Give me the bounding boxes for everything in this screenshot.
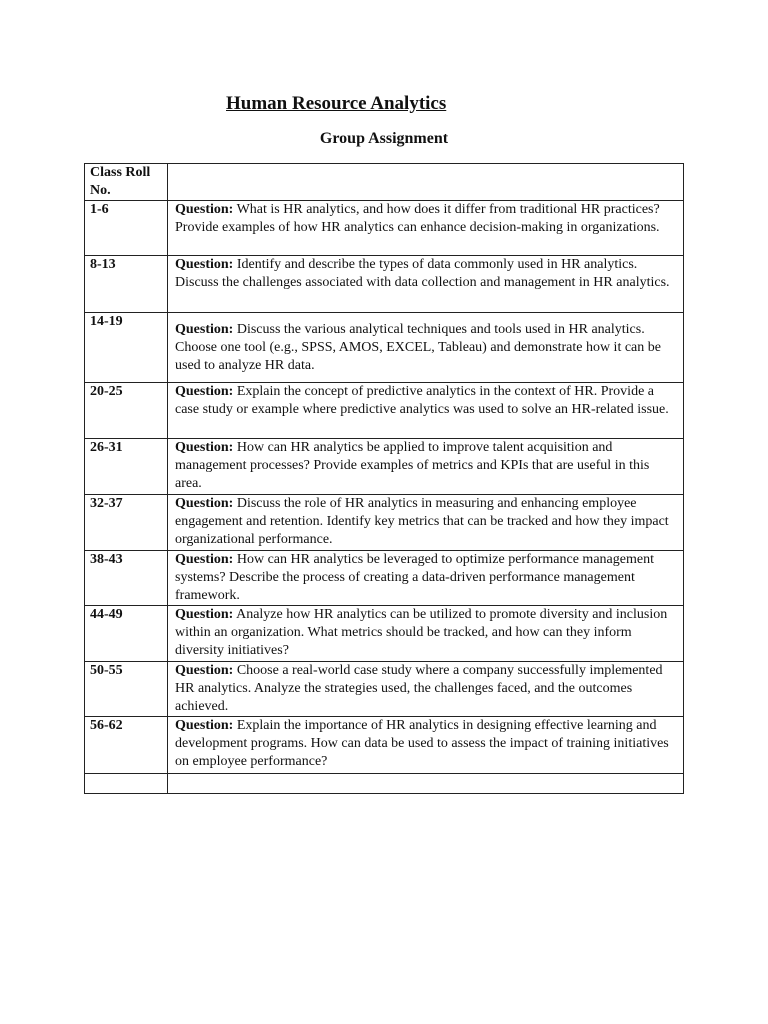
table-row <box>85 662 684 717</box>
roll-number-cell: 44-49 <box>85 606 168 662</box>
table-row <box>85 495 684 551</box>
question-text: How can HR analytics be leveraged to optimize performance management systems? Describe the process of creating a data-driven performance management framework. <box>175 552 654 603</box>
question-cell <box>168 313 684 383</box>
table-row <box>85 313 684 383</box>
table-row <box>85 201 684 256</box>
question-label: Question: <box>175 552 234 567</box>
question-label: Question: <box>175 257 234 272</box>
question-text: Explain the concept of predictive analytics in the context of HR. Provide a case study or example where predictive analytics was used to solve an HR-related issue. <box>175 384 669 417</box>
question-cell <box>168 717 684 774</box>
roll-number-cell: 38-43 <box>85 551 168 606</box>
question-label: Question: <box>175 718 234 733</box>
question-label: Question: <box>175 322 234 337</box>
question-text: How can HR analytics be applied to improve talent acquisition and management processes? Provide examples of metrics and KPIs that are useful in this area. <box>175 440 650 491</box>
question-text: Discuss the various analytical techniques and tools used in HR analytics. Choose one tool (e.g., SPSS, AMOS, EXCEL, Tableau) and demonstrate how it can be used to analyze HR data. <box>175 322 661 373</box>
document-subtitle: Group Assignment <box>319 130 449 147</box>
table-row <box>85 551 684 606</box>
table-row <box>85 256 684 313</box>
table-row <box>85 383 684 439</box>
question-cell <box>168 495 684 551</box>
empty-roll-cell <box>85 774 168 794</box>
empty-table-row <box>85 774 684 794</box>
question-cell <box>168 662 684 717</box>
roll-number-cell: 20-25 <box>85 383 168 439</box>
question-label: Question: <box>175 663 234 678</box>
table-row <box>85 439 684 495</box>
assignment-table <box>84 163 684 794</box>
empty-question-cell <box>168 774 684 794</box>
question-cell <box>168 606 684 662</box>
roll-number-cell: 14-19 <box>85 313 168 383</box>
question-text: Discuss the role of HR analytics in measuring and enhancing employee engagement and retention. Identify key metrics that can be tracked and how they impact organizational performance. <box>175 496 669 547</box>
question-cell <box>168 439 684 495</box>
question-text: Explain the importance of HR analytics in designing effective learning and development programs. How can data be used to assess the impact of training initiatives on employee performance? <box>175 718 669 769</box>
roll-number-cell: 1-6 <box>85 201 168 256</box>
question-cell <box>168 256 684 313</box>
roll-number-cell: 50-55 <box>85 662 168 717</box>
table-header-row <box>85 164 684 201</box>
table-row <box>85 606 684 662</box>
question-label: Question: <box>175 384 234 399</box>
roll-number-cell: 32-37 <box>85 495 168 551</box>
roll-column-header: Class Roll No. <box>85 164 168 201</box>
question-cell <box>168 201 684 256</box>
roll-number-cell: 26-31 <box>85 439 168 495</box>
question-text: Identify and describe the types of data commonly used in HR analytics. Discuss the challenges associated with data collection and management in HR analytics. <box>175 257 670 290</box>
question-column-header <box>168 164 684 201</box>
question-cell <box>168 551 684 606</box>
question-text: Choose a real-world case study where a company successfully implemented HR analytics. Analyze the strategies used, the challenges faced, and the outcomes achieved. <box>175 663 663 714</box>
question-text: What is HR analytics, and how does it differ from traditional HR practices? Provide examples of how HR analytics can enhance decision-making in organizations. <box>175 202 660 235</box>
table-row <box>85 717 684 774</box>
question-text: Analyze how HR analytics can be utilized to promote diversity and inclusion within an organization. What metrics should be tracked, and how can they inform diversity initiatives? <box>175 607 668 658</box>
question-cell <box>168 383 684 439</box>
question-label: Question: <box>175 607 234 622</box>
roll-number-cell: 8-13 <box>85 256 168 313</box>
question-label: Question: <box>175 496 234 511</box>
question-label: Question: <box>175 440 234 455</box>
question-label: Question: <box>175 202 234 217</box>
roll-number-cell: 56-62 <box>85 717 168 774</box>
document-title: Human Resource Analytics <box>226 93 447 114</box>
